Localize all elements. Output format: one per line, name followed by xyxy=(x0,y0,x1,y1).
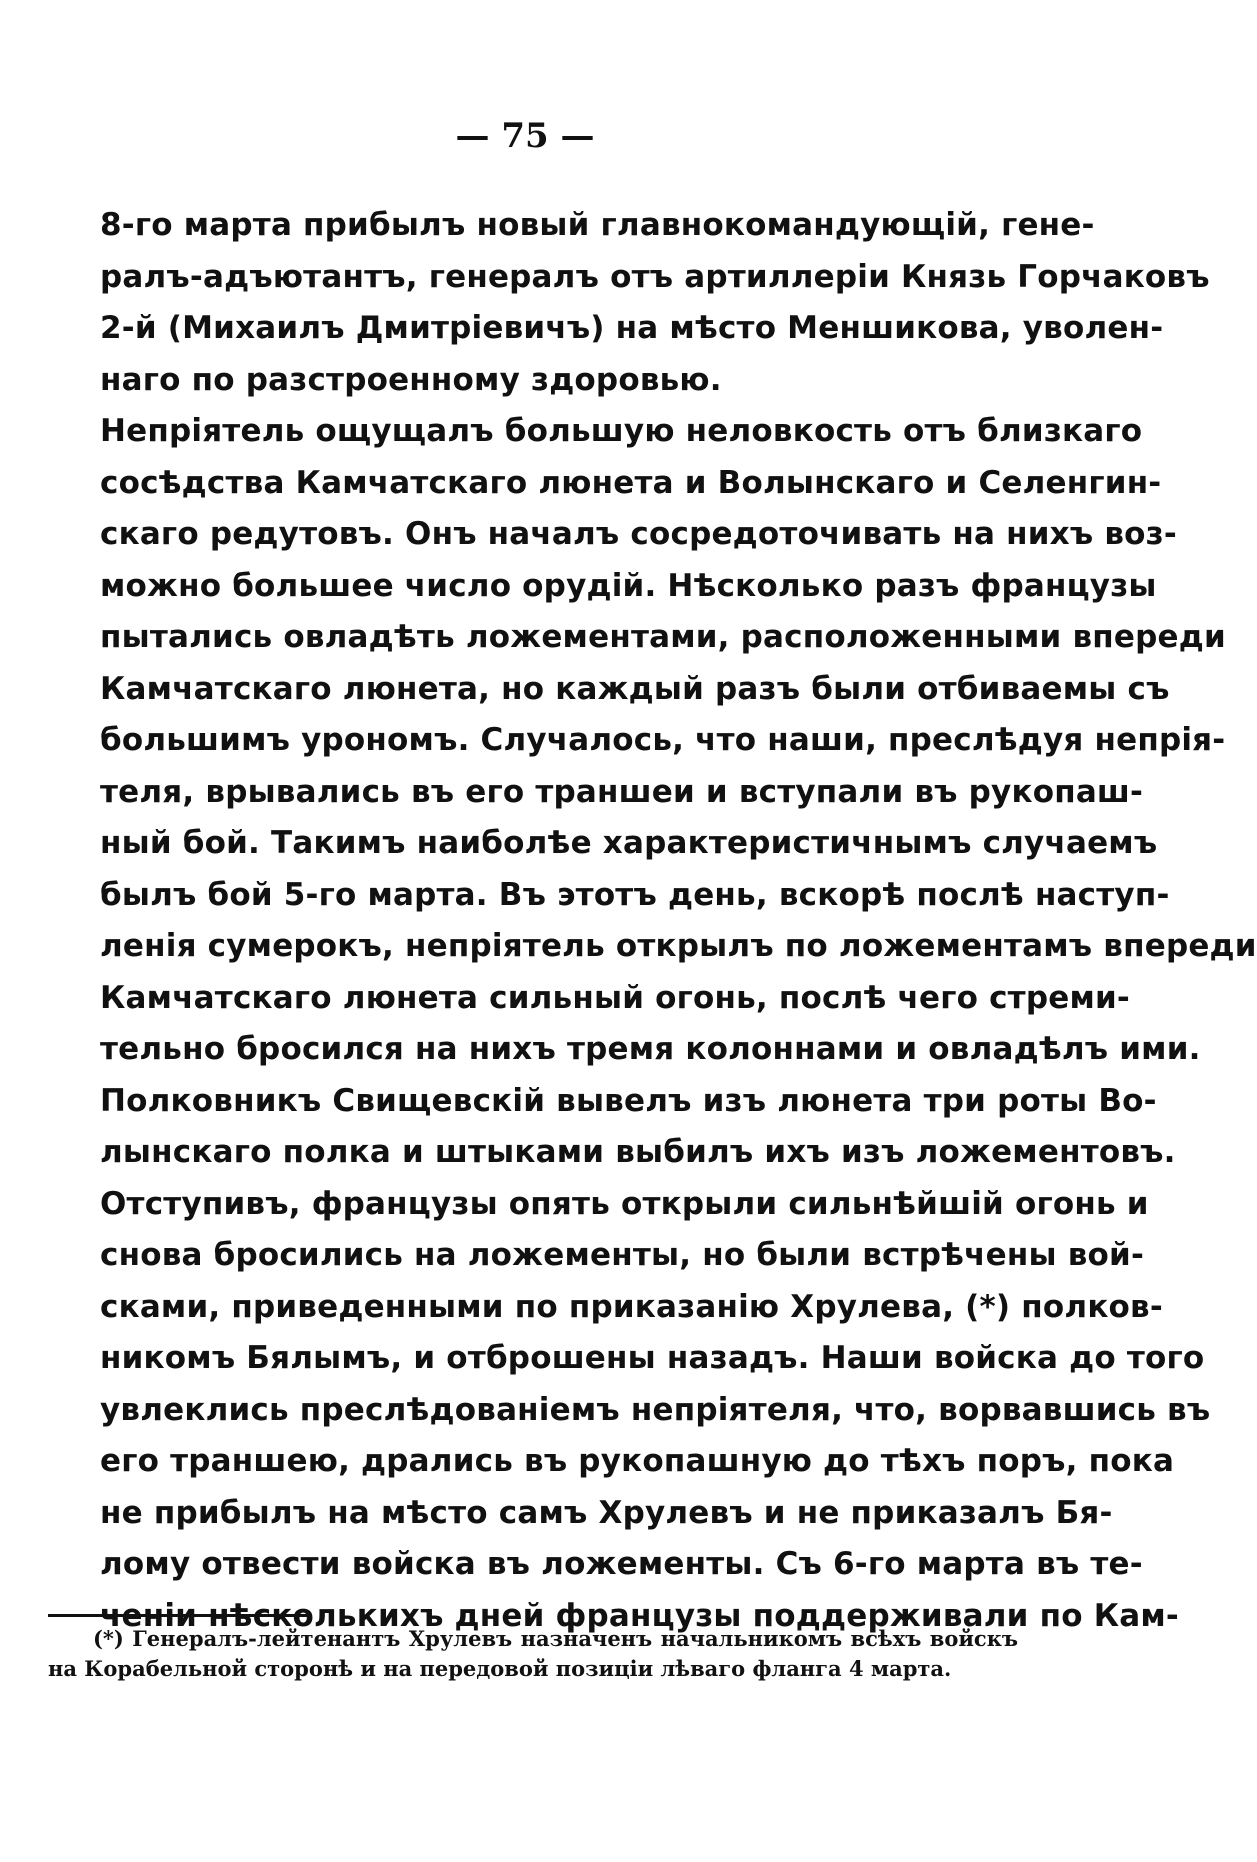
text-line: ный бой. Такимъ наиболѣе характеристичнымъ случаемъ xyxy=(100,825,1158,861)
text-line: Непріятель ощущалъ большую неловкость отъ близкаго xyxy=(100,413,1143,449)
text-line: былъ бой 5-го марта. Въ этотъ день, вскорѣ послѣ наступ- xyxy=(100,876,1170,913)
body-text xyxy=(100,200,1257,1642)
text-line: Отступивъ, французы опять открыли сильнѣйшій огонь и xyxy=(100,1185,1149,1222)
text-line: снова бросились на ложементы, но были встрѣчены вой- xyxy=(100,1237,1145,1273)
text-line: Камчатскаго люнета, но каждый разъ были отбиваемы съ xyxy=(100,670,1170,707)
text-line: теля, врывались въ его траншеи и вступали въ рукопаш- xyxy=(100,773,1144,810)
text-line: тельно бросился на нихъ тремя колоннами и овладѣлъ ими. xyxy=(100,1031,1201,1067)
footnote-line: (*) Генералъ-лейтенантъ Хрулевъ назначенъ начальникомъ всѣхъ войскъ xyxy=(93,1626,1018,1651)
text-line: Полковникъ Свищевскій вывелъ изъ люнета три роты Во- xyxy=(100,1082,1157,1119)
footnote-divider xyxy=(48,1614,310,1617)
text-line: можно большее число орудій. Нѣсколько разъ французы xyxy=(100,567,1157,604)
text-line: пытались овладѣть ложементами, расположенными впереди xyxy=(100,619,1226,655)
text-line: ралъ-адъютантъ, генералъ отъ артиллеріи Князь Горчаковъ xyxy=(100,258,1210,295)
text-line: Камчатскаго люнета сильный огонь, послѣ чего стреми- xyxy=(100,979,1130,1016)
text-line: скаго редутовъ. Онъ началъ сосредоточивать на нихъ воз- xyxy=(100,516,1177,552)
text-line: не прибылъ на мѣсто самъ Хрулевъ и не приказалъ Бя- xyxy=(100,1494,1113,1531)
text-line: увлеклись преслѣдованіемъ непріятеля, что, ворвавшись въ xyxy=(100,1391,1211,1428)
footnote xyxy=(48,1624,1018,1684)
text-line: лому отвести войска въ ложементы. Съ 6-го марта въ те- xyxy=(100,1546,1143,1582)
text-line: сосѣдства Камчатскаго люнета и Волынскаго и Селенгин- xyxy=(100,464,1162,501)
text-line: большимъ урономъ. Случалось, что наши, преслѣдуя непрія- xyxy=(100,722,1226,758)
text-line: сками, приведенными по приказанію Хрулева, (*) полков- xyxy=(100,1288,1163,1325)
footnote-line: на Корабельной сторонѣ и на передовой позиціи лѣваго фланга 4 марта. xyxy=(48,1656,952,1681)
text-line: его траншею, дрались въ рукопашную до тѣхъ поръ, пока xyxy=(100,1443,1175,1479)
text-line: 2-й (Михаилъ Дмитріевичъ) на мѣсто Меншикова, уволен- xyxy=(100,310,1164,346)
text-line: 8-го марта прибылъ новый главнокомандующій, гене- xyxy=(100,207,1095,243)
page-number: — 75 — xyxy=(455,116,595,156)
text-line: наго по разстроенному здоровью. xyxy=(100,361,722,398)
text-line: лынскаго полка и штыками выбилъ ихъ изъ ложементовъ. xyxy=(100,1134,1176,1170)
text-line: ченіи нѣсколькихъ дней французы поддерживали по Кам- xyxy=(100,1597,1179,1634)
text-line: никомъ Бялымъ, и отброшены назадъ. Наши войска до того xyxy=(100,1340,1205,1376)
text-line: ленія сумерокъ, непріятель открылъ по ложементамъ впереди xyxy=(100,928,1257,964)
